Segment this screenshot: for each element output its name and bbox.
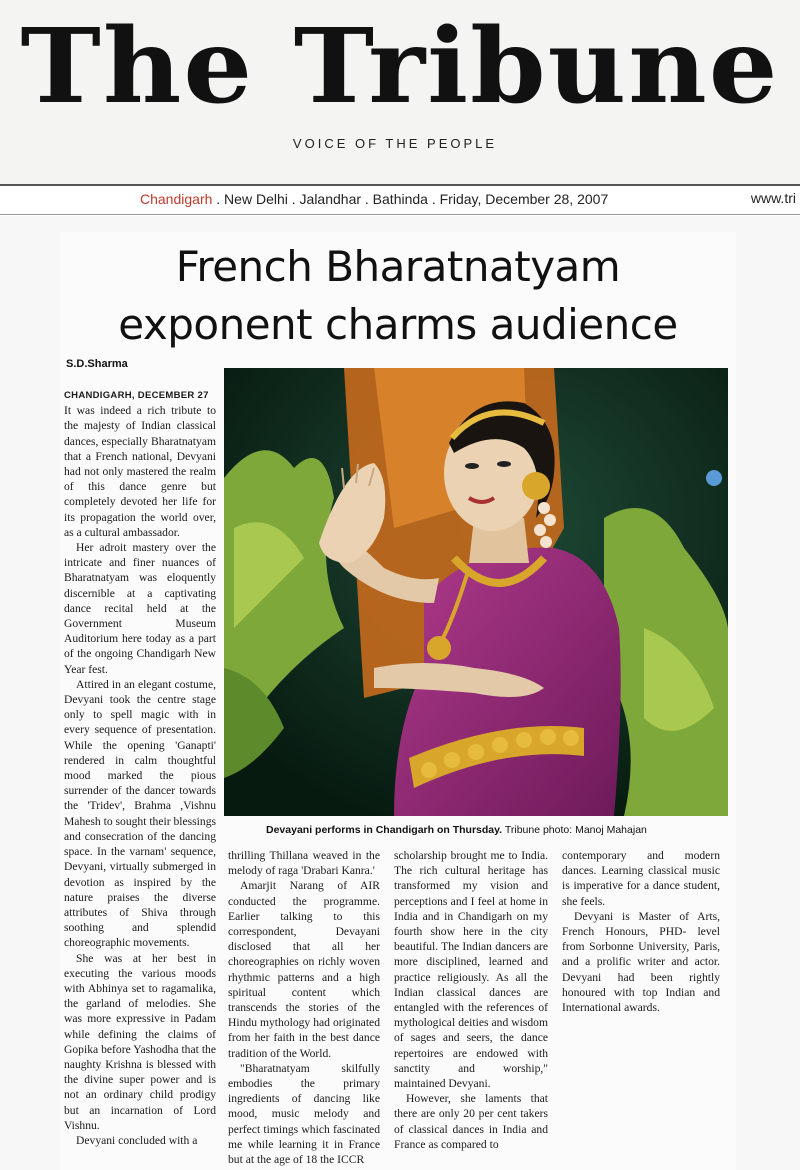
- paragraph: contemporary and modern dances. Learning classical music is imperative for a dance student, she feels.: [562, 849, 720, 908]
- paragraph: However, she laments that there are only 20 per cent takers of classical dances in India and France as compared to: [394, 1092, 548, 1151]
- paragraph: "Bharatnatyam skilfully embodies the primary ingredients of dancing like mood, music melody and perfect timings which fascinated me while learning it in France but at the age of 18 the ICCR: [228, 1061, 380, 1167]
- dateline-rule: [0, 214, 800, 215]
- edition-dateline: [0, 186, 800, 216]
- website-url: www.tri: [750, 190, 796, 206]
- article-column-3: [394, 848, 548, 1152]
- masthead: [0, 0, 800, 190]
- paragraph: Devyani concluded with a: [76, 1133, 198, 1147]
- paragraph: thrilling Thillana weaved in the melody of raga 'Drabari Kanra.': [228, 849, 380, 878]
- headline-line-2: exponent charms audience: [118, 300, 678, 349]
- paragraph: Amarjit Narang of AIR conducted the programme. Earlier talking to this correspondent, Devayani disclosed that all her choreographies on richly woven rhythmic patterns and a high spiritual content which transcends the stories of the Hindu mythology had originated from her faith in the best dance tradition of the World.: [228, 879, 380, 1060]
- paragraph: Attired in an elegant costume, Devyani took the centre stage only to spell magic with in every sequence of presentation. While the opening 'Ganapti' rendered in calm thoughtful mood marked the pious surrender of the dancer towards the 'Tridev', Brahma ,Vishnu Mahesh to sought their blessings and consecration of the dancing space. In the varnam' sequence, Devyani, virtually submerged in devotion as inspired by the nature praises the diverse attributes of Shiva through soothing and splendid choreographic movements.: [64, 677, 216, 950]
- headline-line-1: French Bharatnatyam: [175, 242, 621, 291]
- paragraph: scholarship brought me to India. The rich cultural heritage has transformed my vision and perceptions and I feel at home in India and in Chandigarh on my fourth show here in the city beautiful. The Indian dancers are more disciplined, learned and practice religiously. As all the Indian classical dances are entangled with the references of mythological deities and wisdom of sages and seers, the dance repertoires are endowed with sanctity and worship," maintained Devyani.: [394, 849, 548, 1091]
- article-column-1: [64, 388, 216, 1148]
- article-dateline-kicker: CHANDIGARH, DECEMBER 27: [64, 390, 209, 401]
- caption-text: Devayani performs in Chandigarh on Thursday.: [266, 824, 503, 836]
- dancer-photo: [224, 368, 728, 816]
- article-byline: S.D.Sharma: [66, 358, 128, 370]
- article-column-4: [562, 848, 720, 1015]
- photo-caption: [266, 824, 647, 836]
- paragraph: Her adroit mastery over the intricate and finer nuances of Bharatnatyam was eloquently discernible at a captivating dance recital held at the Government Museum Auditorium here today as a part of the ongoing Chandigarh New Year fest.: [64, 541, 216, 676]
- edition-cities-date: . New Delhi . Jalandhar . Bathinda . Friday, December 28, 2007: [212, 191, 609, 207]
- paragraph: Devyani is Master of Arts, French Honours, PHD- level from Sorbonne University, Paris, and a prolific writer and actor. Devyani had been rightly honoured with top Indian and International awards.: [562, 909, 720, 1015]
- edition-city-highlight: Chandigarh: [140, 191, 213, 207]
- newspaper-tagline: VOICE OF THE PEOPLE: [292, 136, 498, 151]
- article-column-2: [228, 848, 380, 1167]
- paragraph: It was indeed a rich tribute to the majesty of Indian classical dances, especially Bharatnatyam that a French national, Devyani had not only mastered the realm of this dance genre but completely devoted her life for its propagation the world over, as a cultural ambassador.: [64, 404, 216, 539]
- article-headline: [60, 238, 736, 354]
- paragraph: She was at her best in executing the various moods with Abhinya set to ragamalika, the garland of melodies. She was more expressive in Padam while defining the claims of Gopika before Yashodha that the naughty Krishna is blessed with the divine super power and is not an ordinary child prodigy but an incarnation of Lord Vishnu.: [64, 951, 216, 1132]
- edition-cities: [140, 191, 608, 207]
- newspaper-title: The Tribune: [20, 7, 780, 127]
- caption-credit: Tribune photo: Manoj Mahajan: [502, 824, 647, 836]
- dancer-illustration: [224, 368, 728, 816]
